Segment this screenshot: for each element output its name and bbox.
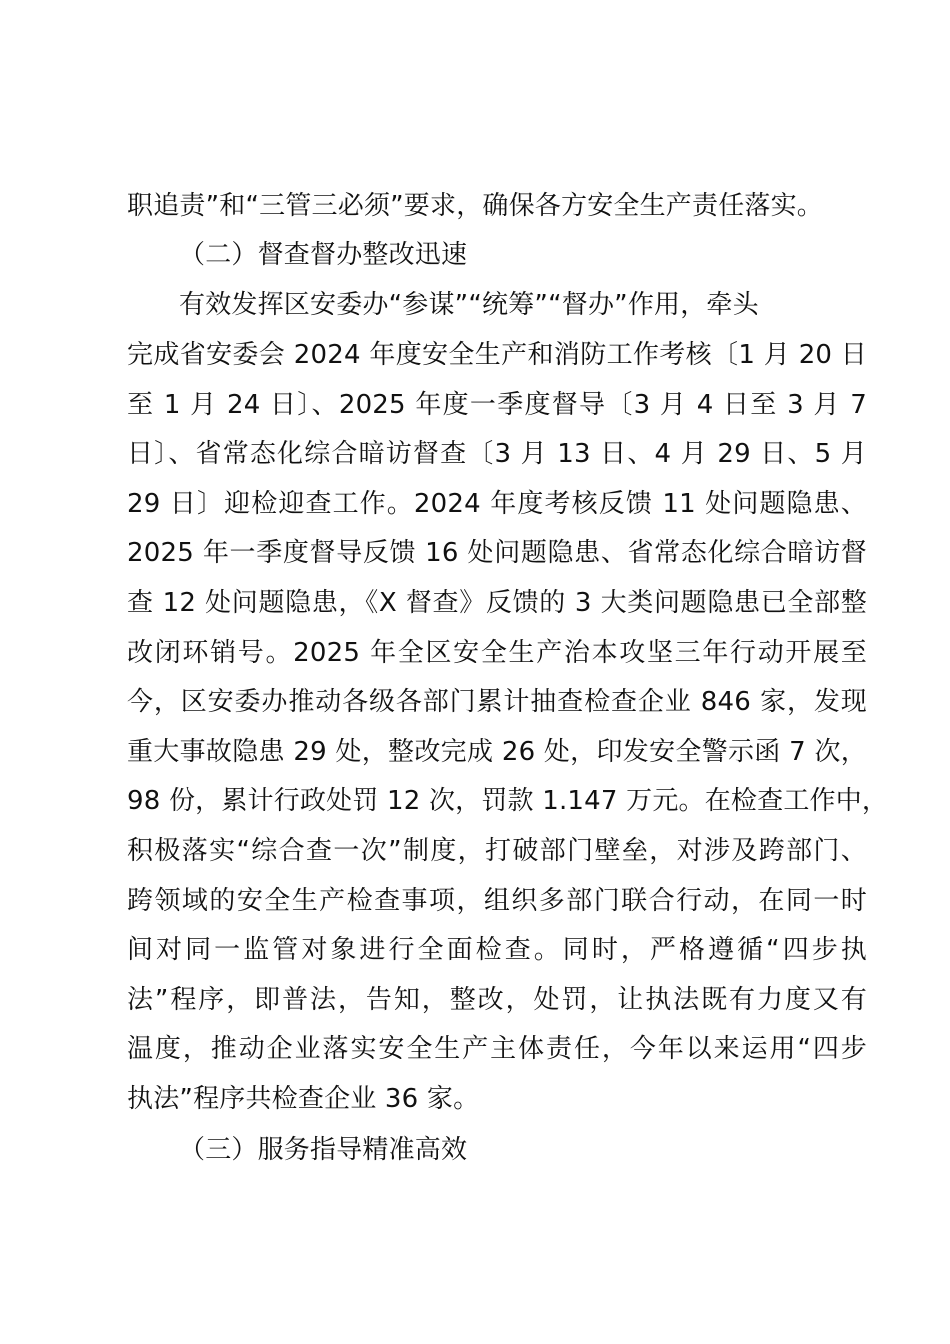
text-line: 改闭环销号。2025 年全区安全生产治本攻坚三年行动开展至 bbox=[127, 638, 867, 668]
text-line: 今，区安委办推动各级各部门累计抽查检查企业 846 家，发现 bbox=[127, 687, 867, 717]
text-line: 日〕、省常态化综合暗访督查〔3 月 13 日、4 月 29 日、5 月 bbox=[127, 439, 867, 469]
text-line: 职追责”和“三管三必须”要求，确保各方安全生产责任落实。 bbox=[127, 191, 824, 221]
text-line: 温度，推动企业落实安全生产主体责任，今年以来运用“四步 bbox=[127, 1034, 867, 1064]
text-line: 有效发挥区安委办“参谋”“统筹”“督办”作用，牵头 bbox=[179, 290, 759, 320]
section-heading-2: （二）督查督办整改迅速 bbox=[179, 240, 468, 270]
text-line: 98 份，累计行政处罚 12 次，罚款 1.147 万元。在检查工作中， bbox=[127, 786, 889, 816]
text-line: 积极落实“综合查一次”制度，打破部门壁垒，对涉及跨部门、 bbox=[127, 836, 867, 866]
text-line: 跨领域的安全生产检查事项，组织多部门联合行动，在同一时 bbox=[127, 886, 867, 916]
text-line: 至 1 月 24 日〕、2025 年度一季度督导〔3 月 4 日至 3 月 7 bbox=[127, 390, 867, 420]
text-line: 2025 年一季度督导反馈 16 处问题隐患、省常态化综合暗访督 bbox=[127, 538, 867, 568]
text-line: 重大事故隐患 29 处，整改完成 26 处，印发安全警示函 7 次， bbox=[127, 737, 867, 767]
text-line: 查 12 处问题隐患，《X 督查》反馈的 3 大类问题隐患已全部整 bbox=[127, 588, 867, 618]
text-line: 间对同一监管对象进行全面检查。同时，严格遵循“四步执 bbox=[127, 935, 867, 965]
text-line: 完成省安委会 2024 年度安全生产和消防工作考核〔1 月 20 日 bbox=[127, 340, 867, 370]
text-line: 法”程序，即普法，告知，整改，处罚，让执法既有力度又有 bbox=[127, 985, 867, 1015]
text-line: 29 日〕迎检迎查工作。2024 年度考核反馈 11 处问题隐患、 bbox=[127, 489, 867, 519]
text-line: 执法”程序共检查企业 36 家。 bbox=[127, 1084, 480, 1114]
section-heading-3: （三）服务指导精准高效 bbox=[179, 1135, 468, 1165]
